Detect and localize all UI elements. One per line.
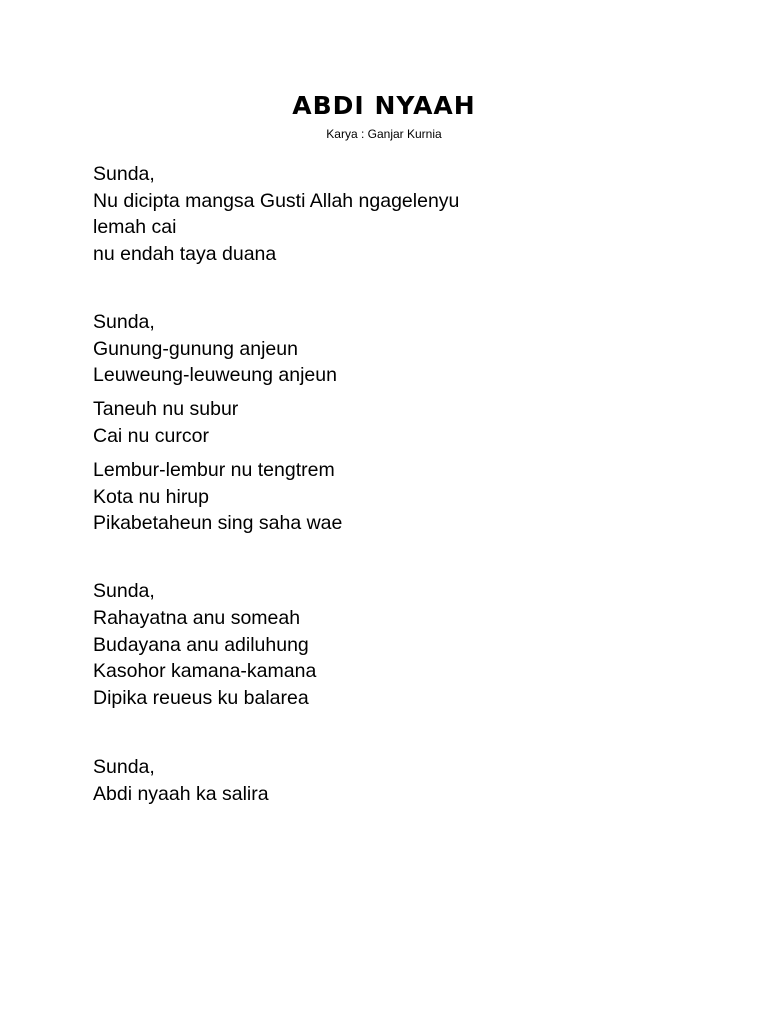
poem-line: Sunda, [93,163,155,185]
poem-line: Gunung-gunung anjeun [93,338,298,360]
poem-line: Taneuh nu subur [93,398,239,420]
poem-line: Kota nu hirup [93,486,210,508]
poem-line: lemah cai [93,216,177,238]
poem-line: nu endah taya duana [93,243,277,265]
poem-line: Dipika reueus ku balarea [93,687,309,709]
poem-line: Leuweung-leuweung anjeun [93,364,337,386]
poem-line: Rahayatna anu someah [93,607,301,629]
poem-line: Cai nu curcor [93,425,209,447]
poem-line: Abdi nyaah ka salira [93,783,269,805]
poem-line: Budayana anu adiluhung [93,634,309,656]
poem-line: Sunda, [93,311,155,333]
poem-line: Lembur-lembur nu tengtrem [93,459,335,481]
poem-line: Sunda, [93,580,155,602]
document-title: ABDI NYAAH [292,91,476,120]
poem-line: Kasohor kamana-kamana [93,660,317,682]
poem-line: Sunda, [93,756,155,778]
poem-line: Nu dicipta mangsa Gusti Allah ngagelenyu [93,190,460,212]
author-byline: Karya : Ganjar Kurnia [326,127,442,141]
poem-line: Pikabetaheun sing saha wae [93,512,343,534]
